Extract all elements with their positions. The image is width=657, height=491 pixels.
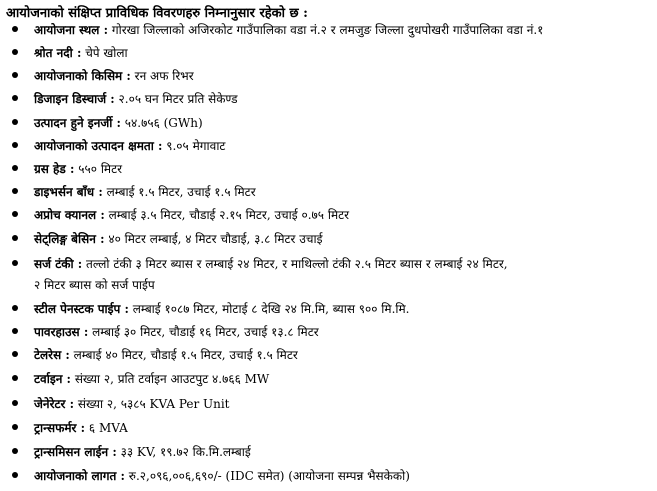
bullet-icon bbox=[12, 26, 18, 32]
item-value: संख्या २, प्रति टर्वाइन आउटपुट ४.७६६ MW bbox=[71, 372, 270, 386]
item-line bbox=[34, 229, 654, 250]
item-line bbox=[34, 205, 654, 226]
item-value: लम्बाई ३.५ मिटर, चौडाई २.१५ मिटर, उचाई ०.७५ मिटर bbox=[104, 208, 350, 222]
item-line bbox=[34, 466, 654, 487]
bullet-icon bbox=[12, 142, 18, 148]
item-continuation: २ मिटर ब्यास को सर्ज पाईप bbox=[34, 278, 155, 292]
item-value: लम्बाई १.५ मिटर, उचाई १.५ मिटर bbox=[102, 185, 256, 199]
bullet-icon bbox=[12, 72, 18, 78]
item-label: ट्रान्सफर्मर : bbox=[34, 421, 86, 435]
bullet-icon bbox=[12, 424, 18, 430]
item-label: आयोजनाको किसिम : bbox=[34, 69, 131, 83]
item-label: आयोजना स्थल : bbox=[34, 23, 109, 37]
item-value: गोरखा जिल्लाको अजिरकोट गाउँपालिका वडा नं.२ र लमजुङ जिल्ला दुधपोखरी गाउँपालिका वडा नं.१ bbox=[108, 23, 544, 37]
item-label: स्टील पेनस्टक पाईप : bbox=[34, 302, 129, 316]
item-line bbox=[34, 394, 654, 415]
section-heading: आयोजनाको संक्षिप्त प्राविधिक विवरणहरु निम्नानुसार रहेको छ : bbox=[6, 6, 308, 21]
item-value: लम्बाई ४० मिटर, चौडाई १.५ मिटर, उचाई १.५ मिटर bbox=[69, 348, 298, 362]
item-value: रु.२,०९६,००६,६९०/- (IDC समेत) (आयोजना सम्पन्न भैसकेको) bbox=[124, 469, 410, 483]
item-line bbox=[34, 418, 654, 439]
bullet-icon bbox=[12, 351, 18, 357]
bullet-icon bbox=[12, 211, 18, 217]
item-line bbox=[34, 159, 654, 180]
item-value: लम्बाई १०८७ मिटर, मोटाई ८ देखि २४ मि.मि, ब्यास ९०० मि.मि. bbox=[128, 302, 410, 316]
item-line bbox=[34, 89, 654, 110]
bullet-icon bbox=[12, 375, 18, 381]
bullet-icon bbox=[12, 448, 18, 454]
bullet-icon bbox=[12, 49, 18, 55]
bullet-icon bbox=[12, 472, 18, 478]
item-label: श्रोत नदी : bbox=[34, 46, 82, 60]
item-label: डिजाइन डिस्चार्ज : bbox=[34, 92, 115, 106]
item-label: आयोजनाको उत्पादन क्षमता : bbox=[34, 139, 163, 153]
item-label: पावरहाउस : bbox=[34, 325, 89, 339]
item-label: आयोजनाको लागत : bbox=[34, 469, 125, 483]
item-value: ९.०५ मेगावाट bbox=[162, 139, 226, 153]
bullet-icon bbox=[12, 235, 18, 241]
bullet-icon bbox=[12, 260, 18, 266]
item-label: उत्पादन हुने इनर्जी : bbox=[34, 116, 121, 130]
item-label: सेट्लिङ्ग बेसिन : bbox=[34, 232, 105, 246]
item-line bbox=[34, 182, 654, 203]
item-value: संख्या २, ५३८५ KVA Per Unit bbox=[74, 397, 230, 411]
item-label: टेलरेस : bbox=[34, 348, 70, 362]
item-label: ग्रस हेड : bbox=[34, 162, 75, 176]
item-line bbox=[34, 322, 654, 343]
item-label: ट्रान्समिसन लाईन : bbox=[34, 445, 117, 459]
item-value: लम्बाई ३० मिटर, चौडाई १६ मिटर, उचाई १३.८ मिटर bbox=[88, 325, 319, 339]
item-label: अप्रोच क्यानल : bbox=[34, 208, 105, 222]
item-value: ५५० मिटर bbox=[74, 162, 123, 176]
item-value: ५४.७५६ (GWh) bbox=[120, 116, 203, 130]
item-line bbox=[34, 254, 654, 275]
item-line bbox=[34, 113, 654, 134]
bullet-icon bbox=[12, 400, 18, 406]
item-line bbox=[34, 345, 654, 366]
bullet-icon bbox=[12, 305, 18, 311]
bullet-icon bbox=[12, 95, 18, 101]
item-line bbox=[34, 43, 654, 64]
bullet-icon bbox=[12, 165, 18, 171]
item-line bbox=[34, 442, 654, 463]
item-value: रन अफ रिभर bbox=[130, 69, 194, 83]
item-value: तल्लो टंकी ३ मिटर ब्यास र लम्बाई २४ मिटर, र माथिल्लो टंकी २.५ मिटर ब्यास र लम्बाई २४ मिटर, bbox=[82, 257, 508, 271]
item-line bbox=[34, 136, 654, 157]
item-value: ४० मिटर लम्बाई, ४ मिटर चौडाई, ३.८ मिटर उचाई bbox=[104, 232, 323, 246]
item-line bbox=[34, 369, 654, 390]
item-label: टर्वाइन : bbox=[34, 372, 71, 386]
item-value: २.०५ घन मिटर प्रति सेकेण्ड bbox=[114, 92, 238, 106]
item-value: ३३ KV, १९.७२ कि.मि.लम्बाई bbox=[116, 445, 251, 459]
item-line bbox=[34, 299, 654, 320]
bullet-icon bbox=[12, 328, 18, 334]
item-value: ६ MVA bbox=[85, 421, 128, 435]
bullet-icon bbox=[12, 119, 18, 125]
item-value: चेपे खोला bbox=[81, 46, 128, 60]
item-line bbox=[34, 20, 654, 41]
item-label: सर्ज टंकी : bbox=[34, 257, 83, 271]
item-line bbox=[34, 66, 654, 87]
bullet-icon bbox=[12, 188, 18, 194]
item-label: डाइभर्सन बाँध : bbox=[34, 185, 103, 199]
item-label: जेनेरेटर : bbox=[34, 397, 75, 411]
